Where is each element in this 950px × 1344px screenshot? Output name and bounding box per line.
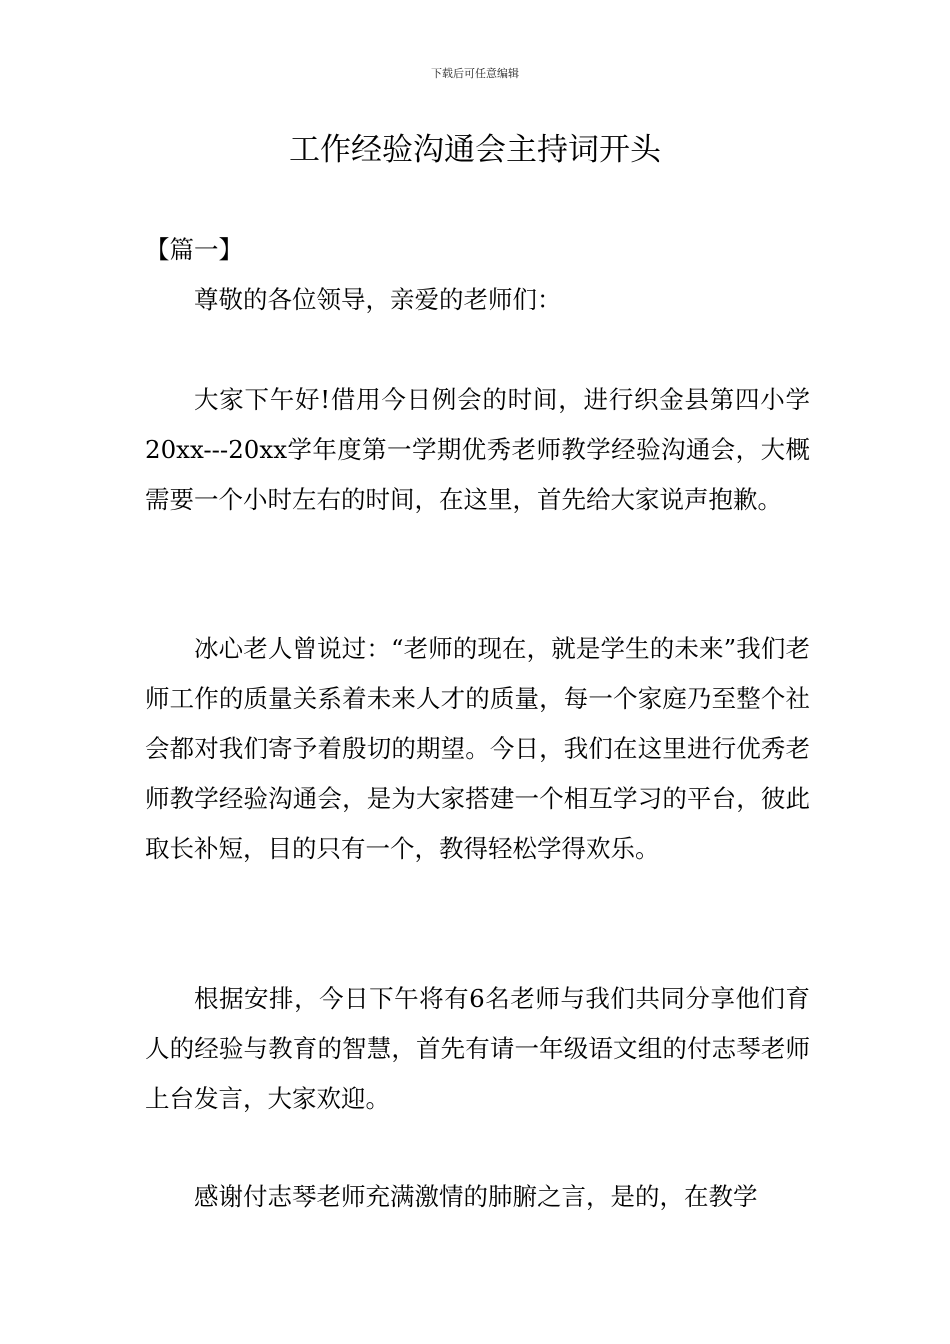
- paragraph-greeting: 尊敬的各位领导，亲爱的老师们：: [194, 285, 562, 314]
- document-title: 工作经验沟通会主持词开头: [289, 132, 661, 168]
- paragraph-opening: 大家下午好!借用今日例会的时间，进行织金县第四小学20xx---20xx学年度第一学期优秀老师教学经验沟通会，大概需要一个小时左右的时间，在这里，首先给大家说声抱歉。: [145, 385, 810, 514]
- paragraph-thanks: 感谢付志琴老师充满激情的肺腑之言，是的，在教学: [194, 1182, 758, 1211]
- paragraph-arrangement: 根据安排，今日下午将有6名老师与我们共同分享他们育人的经验与教育的智慧，首先有请一年级语文组的付志琴老师上台发言，大家欢迎。: [145, 984, 810, 1113]
- paragraph-quote: 冰心老人曾说过：“老师的现在，就是学生的未来”我们老师工作的质量关系着未来人才的质量，每一个家庭乃至整个社会都对我们寄予着殷切的期望。今日，我们在这里进行优秀老师教学经验沟通会，是为大家搭建一个相互学习的平台，彼此取长补短，目的只有一个，教得轻松学得欢乐。: [145, 634, 810, 863]
- section-label: 【篇一】: [145, 235, 243, 264]
- header-note: 下载后可任意编辑: [431, 67, 519, 80]
